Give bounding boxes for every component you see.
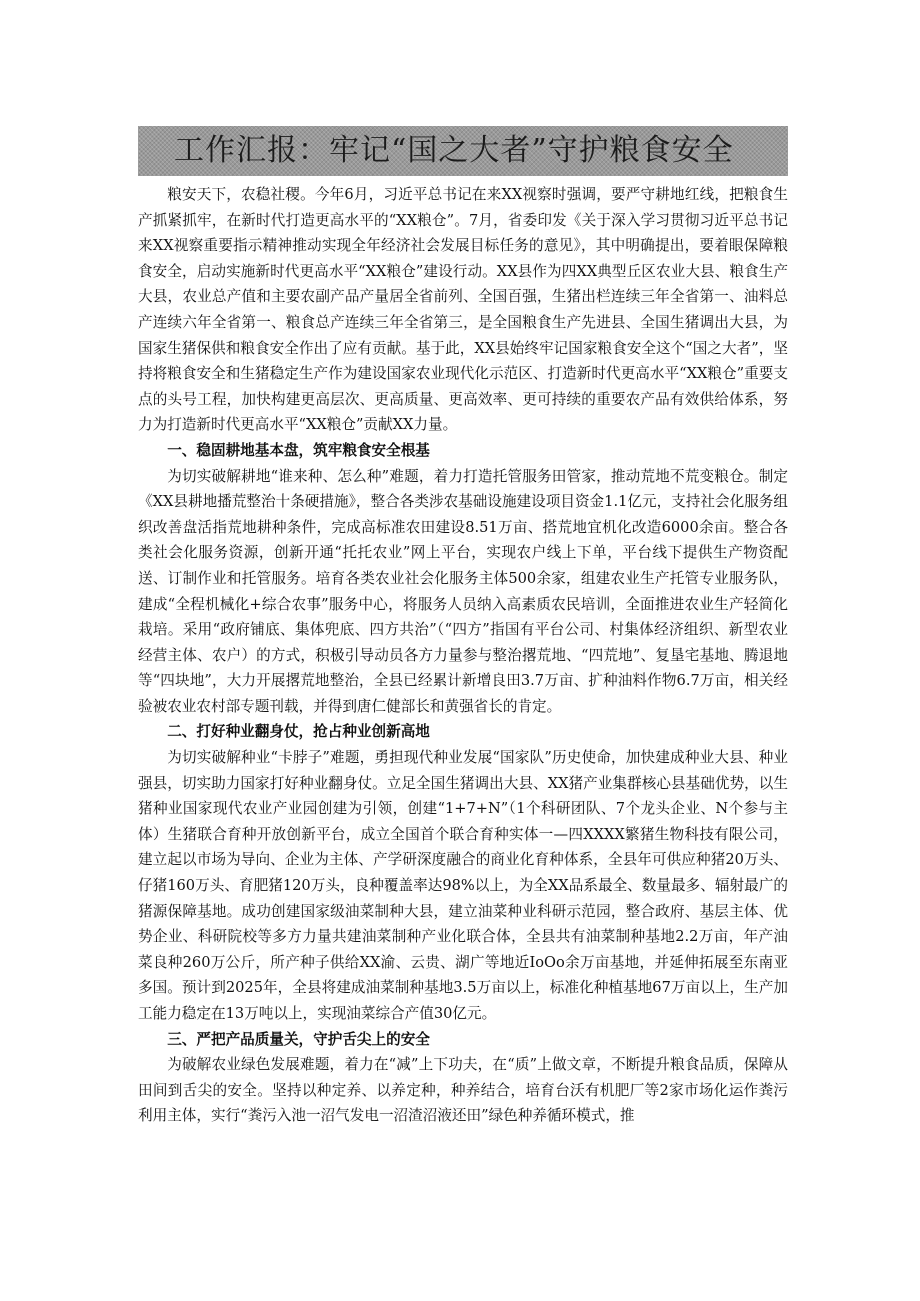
section-body-1: 为切实破解耕地“谁来种、怎么种”难题，着力打造托管服务田管家，推动荒地不荒变粮仓。制定《XX县耕地播荒整治十条硬措施》，整合各类涉农基础设施建设项目资金1.1亿元，支持社会化服务组织改善盘活指荒地耕种条件，完成高标准农田建设8.51万亩、搭荒地宜机化改造6000余亩。整合各类社会化服务资源，创新开通“托托农业”网上平台，实现农户线上下单，平台线下提供生产物资配送、订制作业和托管服务。培育各类农业社会化服务主体500余家，组建农业生产托管专业服务队，建成“全程机械化+综合农事”服务中心，将服务人员纳入高素质农民培训，全面推进农业生产轻简化栽培。采用“政府铺底、集体兜底、四方共治”（“四方”指国有平台公司、村集体经济组织、新型农业经营主体、农户）的方式，积极引导动员各方力量参与整治撂荒地、“四荒地”、复垦宅基地、腾退地等“四块地”，大力开展撂荒地整治，全县已经累计新增良田3.7万亩、扩种油料作物6.7万亩，相关经验被农业农村部专题刊载，并得到唐仁健部长和黄强省长的肯定。 xyxy=(138,467,788,715)
section-body-3: 为破解农业绿色发展难题，着力在“减”上下功夫，在“质”上做文章，不断提升粮食品质，保障从田间到舌尖的安全。坚持以种定养、以养定种，种养结合，培育台沃有机肥厂等2家市场化运作粪污利用主体，实行“粪污入池一沼气发电一沼渣沼液还田”绿色种养循环模式，推 xyxy=(138,1056,788,1125)
document-title: 工作汇报：牢记“国之大者”守护粮食安全 xyxy=(174,133,734,168)
section-body-2: 为切实破解种业“卡脖子”难题，勇担现代种业发展“国家队”历史使命，加快建成种业大县、种业强县，切实助力国家打好种业翻身仗。立足全国生猪调出大县、XX猪产业集群核心县基础优势，以生猪种业国家现代农业产业园创建为引领，创建“1+7+N”（1个科研团队、7个龙头企业、N个参与主体）生猪联合育种开放创新平台，成立全国首个联合育种实体一—四XXXX繁猪生物科技有限公司，建立起以市场为导向、企业为主体、产学研深度融合的商业化育种体系，全县年可供应种猪20万头、仔猪160万头、育肥猪120万头，良种覆盖率达98%以上，为全XX品系最全、数量最多、辐射最广的猪源保障基地。成功创建国家级油菜制种大县，建立油菜种业科研示范园，整合政府、基层主体、优势企业、科研院校等多方力量共建油菜制种产业化联合体，全县共有油菜制种基地2.2万亩，年产油菜良种260万公斤，所产种子供给XX渝、云贵、湖广等地近IoOo余万亩基地，并延伸拓展至东南亚多国。预计到2025年，全县将建成油菜制种基地3.5万亩以上，标准化种植基地67万亩以上，生产加工能力稳定在13万吨以上，实现油菜综合产值30亿元。 xyxy=(138,749,788,1022)
title-banner xyxy=(138,126,788,176)
section-heading-2: 二、打好种业翻身仗，抢占种业创新高地 xyxy=(167,723,430,741)
section-heading-1: 一、稳固耕地基本盘，筑牢粮食安全根基 xyxy=(167,441,430,459)
document-body xyxy=(138,182,788,1129)
section-heading-3: 三、严把产品质量关，守护舌尖上的安全 xyxy=(167,1030,430,1048)
intro-paragraph: 粮安天下，农稳社稷。今年6月，习近平总书记在来XX视察时强调，要严守耕地红线，把粮食生产抓紧抓牢，在新时代打造更高水平的“XX粮仓”。7月，省委印发《关于深入学习贯彻习近平总书记来XX视察重要指示精神推动实现全年经济社会发展目标任务的意见》，其中明确提出，要着眼保障粮食安全，启动实施新时代更高水平“XX粮仓”建设行动。XX县作为四XX典型丘区农业大县、粮食生产大县，农业总产值和主要农副产品产量居全省前列、全国百强，生猪出栏连续三年全省第一、油料总产连续六年全省第一、粮食总产连续三年全省第三，是全国粮食生产先进县、全国生猪调出大县，为国家生猪保供和粮食安全作出了应有贡献。基于此，XX县始终牢记国家粮食安全这个“国之大者”，坚持将粮食安全和生猪稳定生产作为建设国家农业现代化示范区、打造新时代更高水平“XX粮仓”重要支点的头号工程，加快构建更高层次、更高质量、更高效率、更可持续的重要农产品有效供给体系，努力为打造新时代更高水平“XX粮仓”贡献XX力量。 xyxy=(138,186,788,434)
document-page xyxy=(138,126,788,1129)
